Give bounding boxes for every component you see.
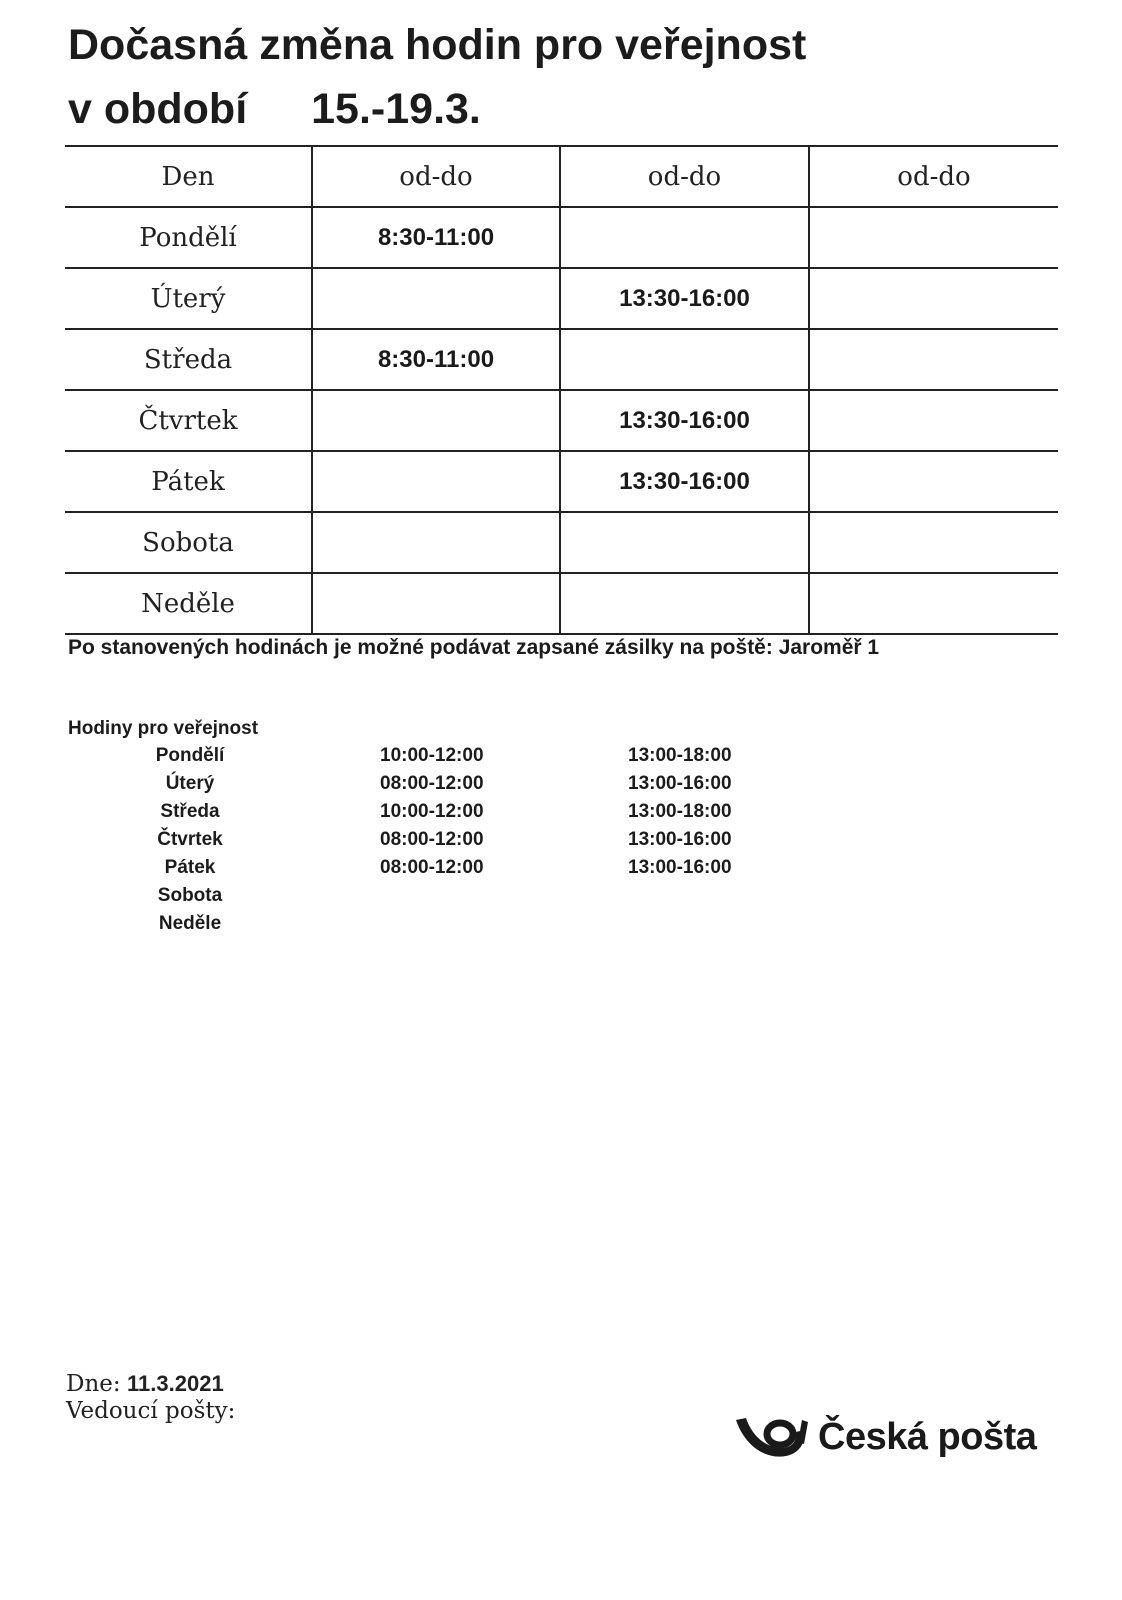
- table-row: [65, 207, 1058, 268]
- day-cell: Neděle: [65, 573, 312, 634]
- table-row: [65, 268, 1058, 329]
- day-cell: Úterý: [65, 268, 312, 329]
- hours-day: Sobota: [157, 885, 223, 906]
- hours-morning: 08:00-12:00: [380, 857, 484, 878]
- time-slot-3: [809, 573, 1058, 634]
- public-hours-heading: Hodiny pro veřejnost: [68, 718, 259, 739]
- date-label: Dne:: [66, 1371, 121, 1397]
- time-slot-2: 13:30-16:00: [560, 268, 809, 329]
- time-slot-3: [809, 207, 1058, 268]
- day-cell: Pondělí: [65, 207, 312, 268]
- table-row: [65, 573, 1058, 634]
- time-slot-3: [809, 390, 1058, 451]
- time-slot-2: 13:30-16:00: [560, 390, 809, 451]
- hours-afternoon: 13:00-16:00: [628, 829, 732, 850]
- temporary-hours-table: [65, 145, 1058, 635]
- time-slot-1: [312, 512, 560, 573]
- table-header-row: [65, 146, 1058, 207]
- day-cell: Čtvrtek: [65, 390, 312, 451]
- time-slot-1: [312, 451, 560, 512]
- header-day: Den: [65, 146, 312, 207]
- time-slot-2: [560, 207, 809, 268]
- hours-morning: 08:00-12:00: [380, 773, 484, 794]
- list-item: [0, 857, 1122, 885]
- time-slot-1: 8:30-11:00: [312, 207, 560, 268]
- date-line: [66, 1370, 224, 1397]
- table-row: [65, 451, 1058, 512]
- period-line: [68, 85, 481, 133]
- period-label: v období: [68, 85, 248, 133]
- hours-day: Středa: [160, 801, 220, 822]
- date-value: 11.3.2021: [127, 1371, 224, 1396]
- ceska-posta-logo: [734, 1414, 1054, 1464]
- period-dates: 15.-19.3.: [311, 85, 481, 133]
- hours-afternoon: 13:00-16:00: [628, 773, 732, 794]
- submission-note: Po stanovených hodinách je možné podávat zapsané zásilky na poště: Jaroměř 1: [68, 636, 880, 659]
- list-item: [0, 913, 1122, 941]
- hours-afternoon: 13:00-16:00: [628, 857, 732, 878]
- hours-day: Pátek: [164, 857, 216, 878]
- list-item: [0, 829, 1122, 857]
- hours-afternoon: 13:00-18:00: [628, 801, 732, 822]
- time-slot-2: [560, 573, 809, 634]
- page-title: Dočasná změna hodin pro veřejnost: [68, 21, 807, 69]
- time-slot-2: [560, 329, 809, 390]
- hours-morning: 10:00-12:00: [380, 801, 484, 822]
- day-cell: Středa: [65, 329, 312, 390]
- hours-day: Čtvrtek: [157, 829, 223, 850]
- time-slot-3: [809, 512, 1058, 573]
- hours-morning: 10:00-12:00: [380, 745, 484, 766]
- time-slot-1: [312, 573, 560, 634]
- hours-day: Úterý: [165, 773, 215, 794]
- day-cell: Sobota: [65, 512, 312, 573]
- time-slot-3: [809, 268, 1058, 329]
- hours-afternoon: 13:00-18:00: [628, 745, 732, 766]
- header-slot-2: od-do: [560, 146, 809, 207]
- logo-wordmark: Česká pošta: [818, 1416, 1037, 1458]
- list-item: [0, 773, 1122, 801]
- hours-day: Neděle: [158, 913, 222, 934]
- table-row: [65, 329, 1058, 390]
- list-item: [0, 885, 1122, 913]
- public-hours-list: [0, 745, 1122, 941]
- table-row: [65, 390, 1058, 451]
- hours-day: Pondělí: [155, 745, 225, 766]
- time-slot-2: 13:30-16:00: [560, 451, 809, 512]
- day-cell: Pátek: [65, 451, 312, 512]
- post-horn-icon: [734, 1414, 810, 1464]
- table-row: [65, 512, 1058, 573]
- manager-signature-label: Vedoucí pošty:: [66, 1398, 236, 1424]
- time-slot-1: [312, 390, 560, 451]
- list-item: [0, 745, 1122, 773]
- header-slot-1: od-do: [312, 146, 560, 207]
- time-slot-1: [312, 268, 560, 329]
- time-slot-2: [560, 512, 809, 573]
- header-slot-3: od-do: [809, 146, 1058, 207]
- time-slot-3: [809, 451, 1058, 512]
- hours-morning: 08:00-12:00: [380, 829, 484, 850]
- time-slot-1: 8:30-11:00: [312, 329, 560, 390]
- time-slot-3: [809, 329, 1058, 390]
- list-item: [0, 801, 1122, 829]
